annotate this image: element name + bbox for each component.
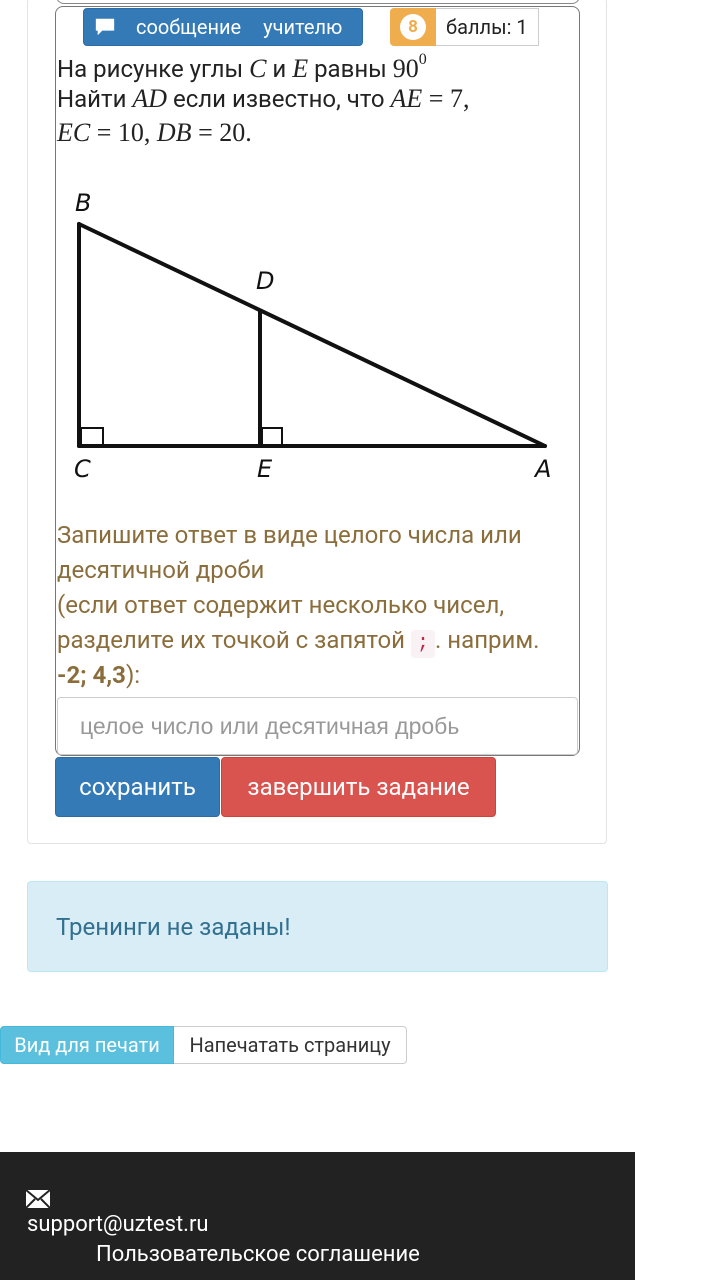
message-button-word2: учителю bbox=[263, 15, 343, 39]
points-indicator bbox=[390, 8, 539, 46]
q-text: Найти bbox=[57, 85, 133, 113]
question-line-2 bbox=[57, 83, 469, 115]
right-angle-c bbox=[81, 428, 103, 445]
points-badge bbox=[390, 8, 436, 46]
print-view-button[interactable]: Вид для печати bbox=[0, 1026, 174, 1064]
label-b: B bbox=[75, 189, 92, 217]
answer-input[interactable] bbox=[57, 697, 578, 755]
question-line-3 bbox=[57, 117, 252, 149]
support-email-link[interactable]: support@uztest.ru bbox=[27, 1212, 209, 1237]
instr-text: . наприм. bbox=[435, 626, 540, 654]
right-angle-e bbox=[262, 428, 282, 445]
label-c: C bbox=[74, 455, 91, 483]
label-d: D bbox=[256, 267, 275, 295]
q-math: E bbox=[292, 54, 309, 83]
instr-text: ): bbox=[125, 661, 141, 689]
trainings-alert bbox=[27, 881, 608, 972]
instr-code: ; bbox=[411, 630, 435, 658]
q-math: AE bbox=[390, 84, 423, 113]
instr-text: Запишите ответ в виде целого числа или десятичной дроби bbox=[57, 521, 522, 584]
q-text: если известно, что bbox=[167, 85, 391, 113]
q-math: 90 bbox=[392, 54, 419, 83]
q-text: и bbox=[266, 55, 293, 83]
instr-text: (если ответ содержит несколько чисел, разделите их точкой с запятой bbox=[57, 591, 505, 654]
q-math: DB bbox=[156, 118, 192, 147]
q-math: = 10, bbox=[90, 118, 157, 147]
print-page-button[interactable]: Напечатать страницу bbox=[174, 1026, 407, 1064]
save-button[interactable]: сохранить bbox=[55, 757, 220, 817]
triangle-figure bbox=[60, 180, 560, 490]
instr-example: -2; 4,3 bbox=[57, 661, 126, 689]
message-teacher-button[interactable] bbox=[83, 8, 363, 46]
previous-card-edge bbox=[56, 0, 580, 4]
label-a: A bbox=[535, 455, 552, 483]
q-math: EC bbox=[57, 118, 91, 147]
user-agreement-link[interactable]: Пользовательское соглашение bbox=[96, 1242, 420, 1267]
footer bbox=[0, 1152, 635, 1280]
points-label: баллы: 1 bbox=[436, 8, 539, 46]
q-math-sup: 0 bbox=[418, 51, 427, 68]
answer-instructions bbox=[57, 518, 572, 693]
q-math: AD bbox=[132, 84, 168, 113]
q-math: = 20. bbox=[191, 118, 252, 147]
points-badge-number: 8 bbox=[400, 14, 426, 40]
label-e: E bbox=[257, 455, 273, 483]
comment-icon bbox=[94, 16, 116, 38]
finish-task-button[interactable]: завершить задание bbox=[221, 757, 496, 817]
q-math: = 7, bbox=[422, 84, 470, 113]
side-ba bbox=[79, 224, 545, 446]
envelope-icon bbox=[26, 1190, 50, 1208]
question-line-1 bbox=[57, 48, 427, 85]
trainings-alert-text: Тренинги не заданы! bbox=[56, 912, 291, 941]
q-text: равны bbox=[308, 55, 393, 83]
q-text: На рисунке углы bbox=[57, 55, 250, 83]
message-button-word1: сообщение bbox=[136, 15, 242, 39]
q-math: C bbox=[249, 54, 267, 83]
